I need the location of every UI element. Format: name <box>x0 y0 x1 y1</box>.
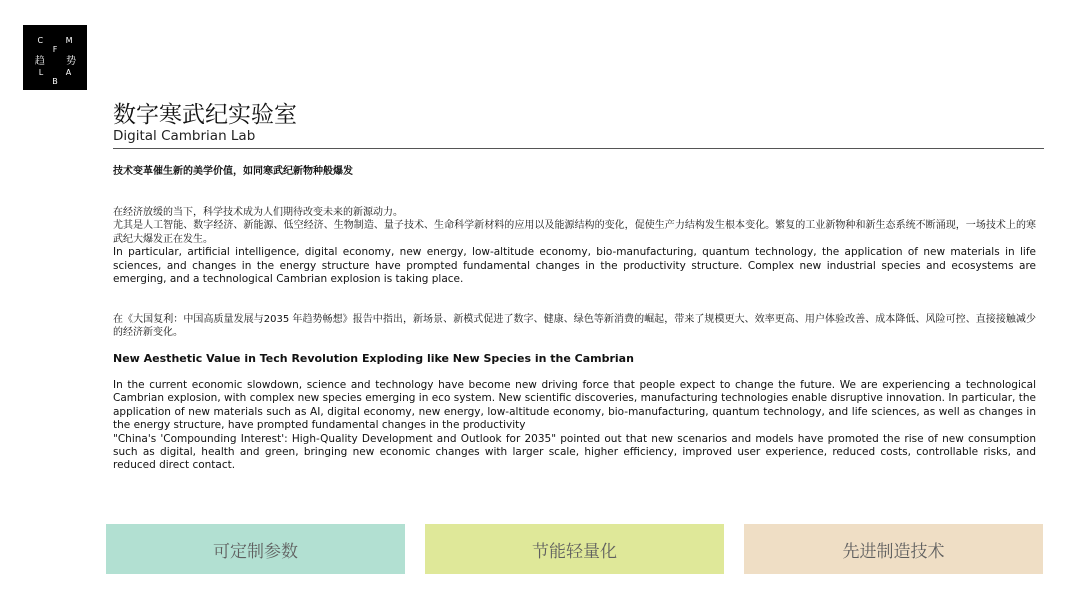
paragraph-line: 在经济放缓的当下，科学技术成为人们期待改变未来的新源动力。 <box>113 207 403 218</box>
paragraph-line: In particular, artificial intelligence, digital economy, new energy, low-altitude economy, bio-manufacturing, quantum technology, the application of new materials in life sciences, and changes in the energy structure have prompted fundamental changes in the productivity structure. Complex new industrial species and ecosystems are emerging, and a technological Cambrian explosion is taking place. <box>113 246 1036 286</box>
page-title-cn: 数字寒武纪实验室 <box>113 102 297 128</box>
paragraph-intro <box>113 206 1036 286</box>
page-title-en: Digital Cambrian Lab <box>113 128 256 144</box>
paragraph-report-cn: 在《大国复利：中国高质量发展与2035 年趋势畅想》报告中指出，新场景、新模式促进了数字、健康、绿色等新消费的崛起，带来了规模更大、效率更高、用户体验改善、成本降低、风险可控、直接接触减少的经济新变化。 <box>113 314 1036 339</box>
card-customizable-parameters: 可定制参数 <box>106 524 405 574</box>
paragraph-line: 尤其是人工智能、数字经济、新能源、低空经济、生物制造、量子技术、生命科学新材料的应用以及能源结构的变化，促使生产力结构发生根本变化。繁复的工业新物种和新生态系统不断涌现，一场技术上的寒武纪大爆发正在发生。 <box>113 220 1036 245</box>
logo-text-trend: 趋 势 <box>34 56 86 67</box>
section-heading-cn: 技术变革催生新的美学价值，如同寒武纪新物种般爆发 <box>113 166 353 177</box>
card-energy-lightweight: 节能轻量化 <box>425 524 724 574</box>
cmf-lab-logo <box>23 25 87 90</box>
logo-text-cmf: C M F <box>37 36 83 54</box>
card-advanced-manufacturing: 先进制造技术 <box>744 524 1043 574</box>
section-heading-en: New Aesthetic Value in Tech Revolution Exploding like New Species in the Cambrian <box>113 352 634 365</box>
paragraph-line: "China's 'Compounding Interest': High-Quality Development and Outlook for 2035" pointed out that new scenarios and models have promoted the rise of new consumption such as digital, health and green, bringing new economic changes with larger scale, higher efficiency, improved user experience, reduced costs, controllable risks, and reduced direct contact. <box>113 432 1036 472</box>
paragraph-en <box>113 379 1036 473</box>
paragraph-line: In the current economic slowdown, science and technology have become new driving force that people expect to change the future. We are experiencing a technological Cambrian explosion, with complex new species emerging in eco system. New scientific discoveries, manufacturing technologies enable disruptive innovation. In particular, the application of new materials such as AI, digital economy, new energy, low-altitude economy, bio-manufacturing, quantum technology, and life sciences, as well as changes in the energy structure, have prompted fundamental changes in the productivity <box>113 379 1036 432</box>
logo-text-lab: L A B <box>38 68 82 86</box>
title-divider <box>113 148 1044 149</box>
